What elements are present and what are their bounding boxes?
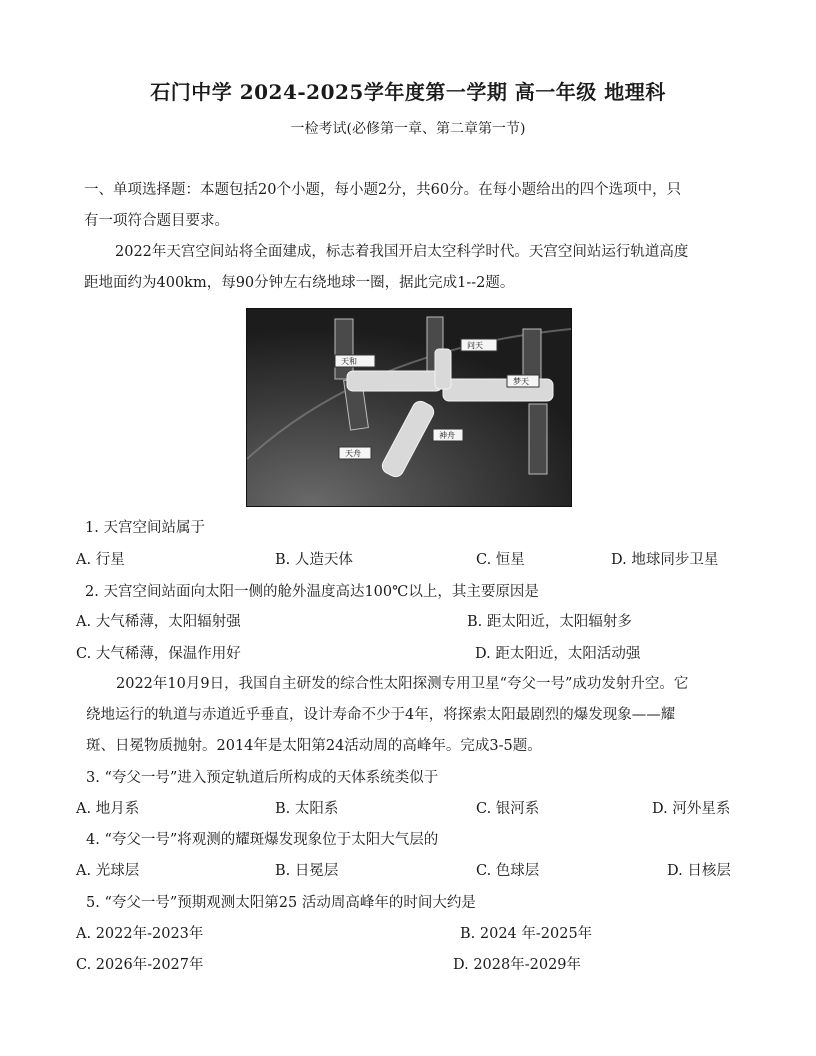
q3-option-b: B. 太阳系 xyxy=(275,801,339,817)
q2-option-d: D. 距太阳近，太阳活动强 xyxy=(475,646,641,662)
question-5-stem: 5. “夸父一号”预期观测太阳第25 活动周高峰年的时间大约是 xyxy=(86,895,476,911)
q4-option-b: B. 日冕层 xyxy=(275,863,339,879)
page-title: 石门中学 2024-2025学年度第一学期 高一年级 地理科 xyxy=(150,80,666,104)
q5-option-b: B. 2024 年-2025年 xyxy=(460,926,593,942)
passage2-line1: 2022年10月9日，我国自主研发的综合性太阳探测专用卫星“夸父一号”成功发射升空。它 xyxy=(116,676,689,692)
question-2-stem: 2. 天宫空间站面向太阳一侧的舱外温度高达100℃以上，其主要原因是 xyxy=(85,584,539,600)
q1-option-d: D. 地球同步卫星 xyxy=(611,552,719,568)
figure-label-tianzhou: 天舟 xyxy=(345,449,361,458)
q3-option-a: A. 地月系 xyxy=(76,801,140,817)
question-1-stem: 1. 天宫空间站属于 xyxy=(85,520,205,536)
page-subtitle: 一检考试(必修第一章、第二章第一节) xyxy=(290,121,526,137)
passage1-line2: 距地面约为400km，每90分钟左右绕地球一圈，据此完成1--2题。 xyxy=(84,275,515,291)
q5-option-c: C. 2026年-2027年 xyxy=(76,957,204,973)
space-station-image xyxy=(246,308,572,507)
q2-option-a: A. 大气稀薄，太阳辐射强 xyxy=(76,614,241,630)
figure-label-wentian: 问天 xyxy=(467,341,483,350)
q1-option-c: C. 恒星 xyxy=(476,552,525,568)
passage2-line2: 绕地运行的轨道与赤道近乎垂直，设计寿命不少于4年，将探索太阳最剧烈的爆发现象——耀 xyxy=(86,707,676,723)
q4-option-c: C. 色球层 xyxy=(476,863,540,879)
q3-option-d: D. 河外星系 xyxy=(652,801,731,817)
q5-option-d: D. 2028年-2029年 xyxy=(453,957,582,973)
q3-option-c: C. 银河系 xyxy=(476,801,540,817)
passage2-line3: 斑、日冕物质抛射。2014年是太阳第24活动周的高峰年。完成3-5题。 xyxy=(86,738,542,754)
q1-option-a: A. 行星 xyxy=(76,552,125,568)
q2-option-b: B. 距太阳近，太阳辐射多 xyxy=(467,614,632,630)
figure-label-tianhe: 天和 xyxy=(341,357,357,366)
question-3-stem: 3. “夸父一号”进入预定轨道后所构成的天体系统类似于 xyxy=(86,770,439,786)
question-4-stem: 4. “夸父一号”将观测的耀斑爆发现象位于太阳大气层的 xyxy=(86,832,439,848)
q4-option-d: D. 日核层 xyxy=(667,863,731,879)
figure-label-mengtian: 梦天 xyxy=(513,377,529,386)
q1-option-b: B. 人造天体 xyxy=(275,552,353,568)
q4-option-a: A. 光球层 xyxy=(76,863,140,879)
section-heading-line1: 一、单项选择题：本题包括20个小题，每小题2分，共60分。在每小题给出的四个选项中，只 xyxy=(84,182,682,198)
q2-option-c: C. 大气稀薄，保温作用好 xyxy=(76,646,241,662)
figure-label-shenzhou: 神舟 xyxy=(439,431,455,440)
passage1-line1: 2022年天宫空间站将全面建成，标志着我国开启太空科学时代。天宫空间站运行轨道高度 xyxy=(115,244,689,260)
q5-option-a: A. 2022年-2023年 xyxy=(76,926,204,942)
section-heading-line2: 有一项符合题目要求。 xyxy=(84,213,229,229)
